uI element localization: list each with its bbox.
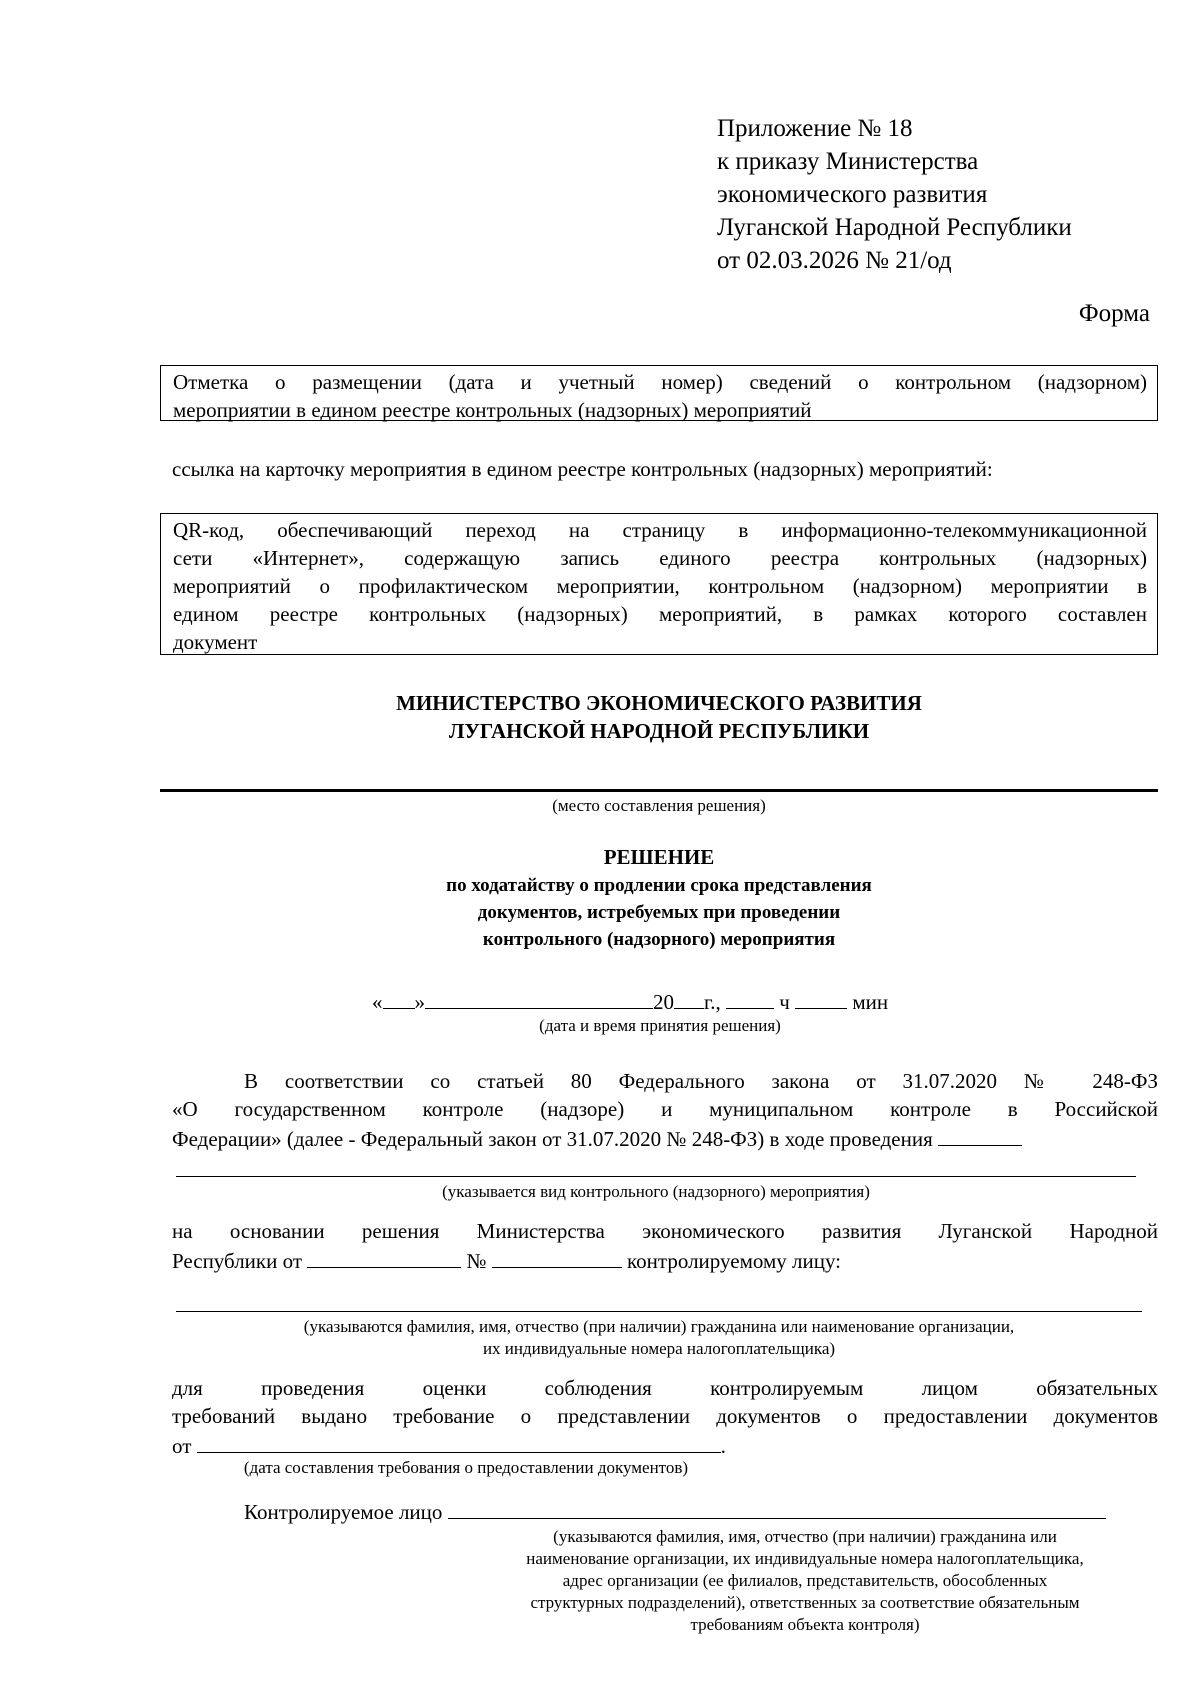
hour-label: ч (779, 990, 790, 1014)
controlled-person-caption (460, 1526, 1150, 1636)
cp-caption-line-5: требованиям объекта контроля) (690, 1615, 920, 1634)
appendix-line-4: Луганской Народной Республики (717, 214, 1072, 241)
decision-heading (160, 842, 1158, 953)
year-suffix: г., (704, 990, 721, 1014)
para3-line-2: требований выдано требование о представлении документов о предоставлении документов (172, 1404, 1158, 1428)
cp-caption-line-4: структурных подразделений), ответственных за соответствие обязательным (530, 1593, 1080, 1612)
minute-label: мин (852, 990, 889, 1014)
controlled-person-blank (448, 1496, 1106, 1519)
ministry-line-2: ЛУГАНСКОЙ НАРОДНОЙ РЕСПУБЛИКИ (448, 719, 870, 743)
close-quote: » (414, 990, 425, 1014)
decision-number-blank (492, 1245, 622, 1268)
registry-link-text: ссылка на карточку мероприятия в едином реестре контрольных (надзорных) мероприятий: (172, 457, 993, 481)
controlled-person-row (244, 1496, 1106, 1526)
control-type-line (176, 1176, 1136, 1177)
qr-code-box (160, 513, 1158, 655)
para1-line-3-row (172, 1123, 1158, 1153)
control-type-caption: (указывается вид контрольного (надзорного) мероприятия) (442, 1182, 870, 1201)
cp-caption-line-3: адрес организации (ее филиалов, представительств, обособленных (562, 1571, 1048, 1590)
para3-line-3-start: от (172, 1434, 192, 1458)
para1-line-2: «О государственном контроле (надзоре) и муниципальном контроле в Российской (172, 1097, 1158, 1121)
person-caption-line-2: их индивидуальные номера налогоплательщика) (482, 1339, 836, 1358)
datetime-row (372, 986, 888, 1016)
para3-line-3-row (172, 1430, 1158, 1460)
qr-box-line-4: едином реестре контрольных (надзорных) мероприятий, в рамках которого составлен (173, 602, 1147, 626)
para1-line-1: В соответствии со статьей 80 Федерального закона от 31.07.2020 № 248-ФЗ (244, 1069, 1158, 1093)
open-quote: « (372, 990, 383, 1014)
paragraph-decision-basis (172, 1217, 1158, 1275)
person-caption-line-1: (указываются фамилия, имя, отчество (при наличии) гражданина или наименование организации, (303, 1317, 1015, 1336)
appendix-line-5: от 02.03.2026 № 21/од (717, 247, 952, 274)
registry-mark-line-1: Отметка о размещении (дата и учетный номер) сведений о контрольном (надзорном) (173, 370, 1147, 394)
qr-box-line-2: сети «Интернет», содержащую запись единого реестра контрольных (надзорных) (173, 546, 1147, 570)
request-date-caption: (дата составления требования о предоставлении документов) (243, 1458, 689, 1477)
control-type-blank-start (938, 1123, 1022, 1146)
para2-line-2-row (172, 1245, 1158, 1275)
appendix-line-1: Приложение № 18 (717, 115, 913, 142)
para3-line-3-end: . (720, 1434, 726, 1458)
person-caption (176, 1316, 1142, 1360)
para1-line-3: Федерации» (далее - Федеральный закон от 31.07.2020 № 248-ФЗ) в ходе проведения (172, 1127, 933, 1151)
para2-line-1: на основании решения Министерства экономического развития Луганской Народной (172, 1219, 1158, 1243)
registry-mark-line-2: мероприятии в едином реестре контрольных (надзорных) мероприятий (173, 398, 812, 422)
qr-box-line-1: QR-код, обеспечивающий переход на страницу в информационно-телекоммуникационной (173, 518, 1147, 542)
datetime-caption: (дата и время принятия решения) (539, 1016, 781, 1035)
number-sign: № (466, 1249, 487, 1273)
place-caption: (место составления решения) (552, 796, 766, 815)
cp-caption-line-1: (указываются фамилия, имя, отчество (при наличии) гражданина или (553, 1527, 1057, 1546)
decision-line-2: документов, истребуемых при проведении (477, 902, 841, 923)
registry-mark-box (160, 365, 1158, 421)
controlled-person-label: Контролируемое лицо (244, 1500, 443, 1524)
appendix-line-2: к приказу Министерства (717, 148, 979, 175)
para3-line-1: для проведения оценки соблюдения контролируемым лицом обязательных (172, 1376, 1158, 1400)
ministry-line-1: МИНИСТЕРСТВО ЭКОНОМИЧЕСКОГО РАЗВИТИЯ (396, 691, 922, 715)
decision-title: РЕШЕНИЕ (603, 845, 715, 869)
qr-box-line-3: мероприятий о профилактическом мероприятии, контрольном (надзорном) мероприятии в (173, 574, 1147, 598)
appendix-header (717, 112, 1157, 277)
paragraph-legal-basis (172, 1067, 1158, 1153)
paragraph-requirement (172, 1374, 1158, 1460)
decision-date-blank (307, 1245, 461, 1268)
para2-line-2-start: Республики от (172, 1249, 302, 1273)
form-label: Форма (1078, 300, 1150, 327)
qr-box-line-5: документ (173, 630, 258, 654)
cp-caption-line-2: наименование организации, их индивидуальные номера налогоплательщика, (526, 1549, 1084, 1568)
decision-line-3: контрольного (надзорного) мероприятия (482, 929, 836, 950)
day-blank (383, 986, 415, 1009)
appendix-line-3: экономического развития (717, 181, 988, 208)
minute-blank (795, 986, 847, 1009)
year-prefix: 20 (653, 990, 674, 1014)
year-blank (674, 986, 704, 1009)
para2-line-2-end: контролируемому лицу: (627, 1249, 842, 1273)
place-line (160, 789, 1158, 792)
controlled-person-line (176, 1311, 1142, 1312)
hour-blank (726, 986, 774, 1009)
decision-line-1: по ходатайству о продлении срока представления (446, 875, 872, 896)
month-blank (425, 986, 653, 1009)
request-date-blank (197, 1430, 721, 1453)
ministry-title (160, 689, 1158, 745)
